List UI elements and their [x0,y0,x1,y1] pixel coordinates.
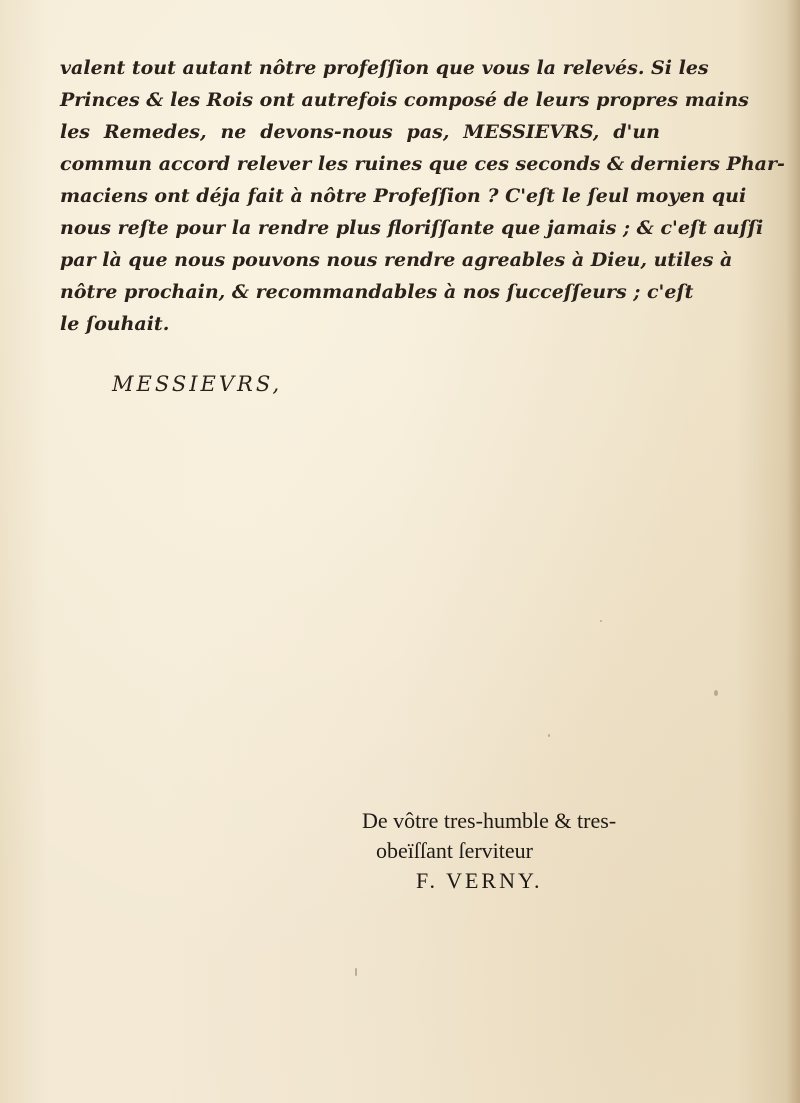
paper-speck [548,734,550,737]
signature-line: De vôtre tres-humble & tres- [362,808,617,833]
paper-speck [714,690,718,696]
body-paragraph [60,52,785,340]
paragraph-line: valent tout autant nôtre profeſſion que vous la relevés. Si les [60,57,709,79]
salutation: MESSIEVRS, [112,372,283,396]
signature-line: obeïſſant ſerviteur [376,838,533,863]
page-edge-shadow [786,0,800,1103]
paragraph-line: par là que nous pouvons nous rendre agreables à Dieu, utiles à [60,249,733,271]
paper-speck [355,968,357,976]
paragraph-line: nous reſte pour la rendre plus floriſſante que jamais ; & c'eſt auſſi [60,217,764,239]
paragraph-line: commun accord relever les ruines que ces seconds & derniers Phar- [60,153,785,175]
paragraph-line: nôtre prochain, & recommandables à nos ſucceſſeurs ; c'eſt [60,281,694,303]
paragraph-line: maciens ont déja fait à nôtre Profeſſion ? C'eſt le ſeul moyen qui [60,185,747,207]
signature-name: F. VERNY. [416,868,543,893]
paragraph-line: les Remedes, ne devons-nous pas, MESSIEVRS, d'un [60,121,660,143]
paragraph-line: Princes & les Rois ont autrefois composé de leurs propres mains [60,89,749,111]
paragraph-line: le ſouhait. [60,313,170,335]
signature-block [362,806,662,896]
paper-speck [600,620,602,622]
